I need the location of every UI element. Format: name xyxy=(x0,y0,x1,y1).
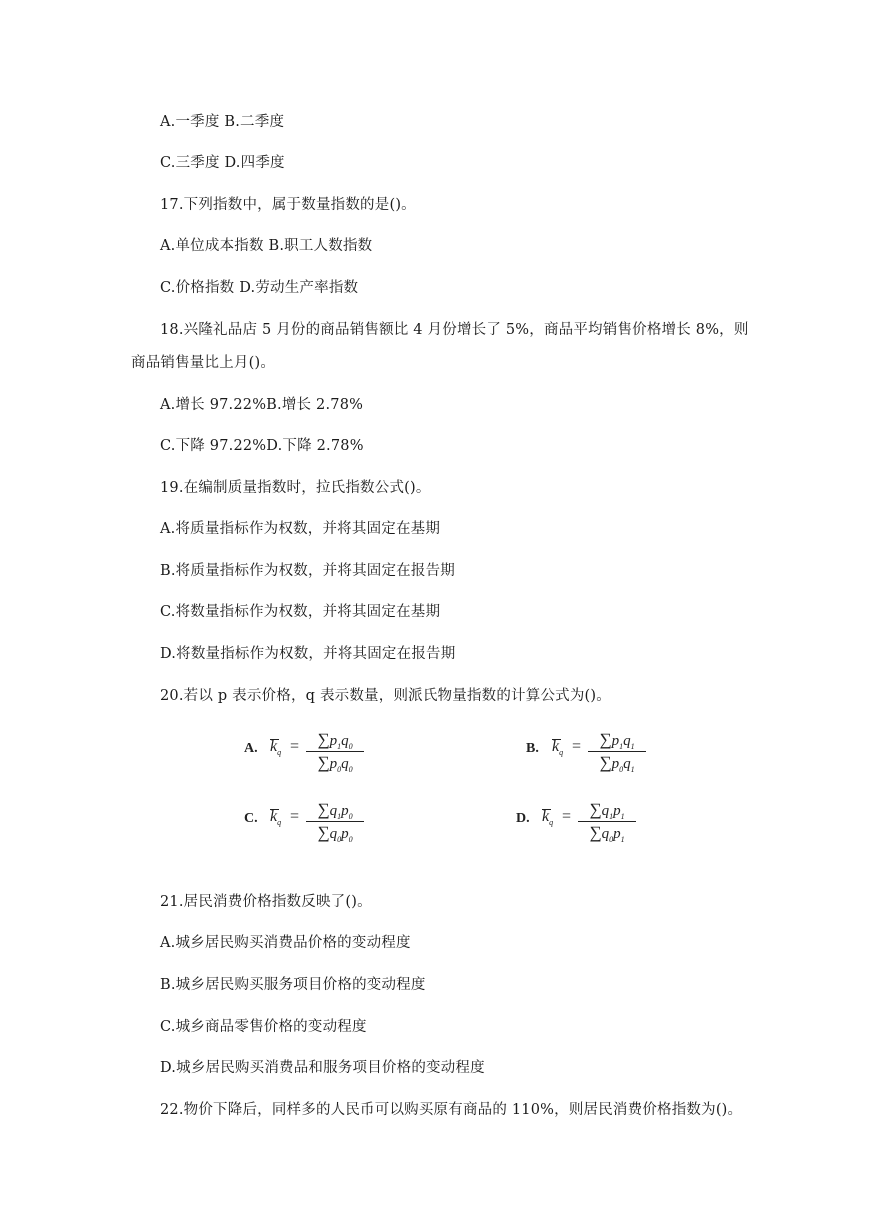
equals-sign: = xyxy=(290,808,300,825)
formula-label: D. xyxy=(516,811,530,826)
fraction: $\sum p_1q_1$ $\sum p_0q_1$ xyxy=(588,730,646,773)
option-line: A.单位成本指数 B.职工人数指数 xyxy=(160,238,373,254)
fraction: $\sum q_1p_0$ $\sum q_0p_0$ xyxy=(306,800,364,843)
fraction: $\sum q_1p_1$ $\sum q_0p_1$ xyxy=(578,800,636,843)
equals-sign: = xyxy=(562,808,572,825)
option-line: A.增长 97.22%B.增长 2.78% xyxy=(160,397,364,413)
equals-sign: = xyxy=(572,738,582,755)
formula-label: C. xyxy=(244,811,258,826)
option-line: C.将数量指标作为权数，并将其固定在基期 xyxy=(160,604,441,620)
question-19: 19.在编制质量指数时，拉氏指数公式()。 xyxy=(160,480,431,496)
formula-k: $k_q$ xyxy=(542,808,554,828)
option-line: A.城乡居民购买消费品价格的变动程度 xyxy=(160,935,411,951)
option-line: B.城乡居民购买服务项目价格的变动程度 xyxy=(160,977,426,993)
option-line: C.价格指数 D.劳动生产率指数 xyxy=(160,280,359,296)
option-line: A.将质量指标作为权数，并将其固定在基期 xyxy=(160,521,441,537)
question-18-continued: 商品销售量比上月()。 xyxy=(131,355,276,371)
formula-k: $k_q$ xyxy=(270,738,282,758)
option-line: A.一季度 B.二季度 xyxy=(160,114,285,130)
formula-label: A. xyxy=(244,741,258,756)
question-22: 22.物价下降后，同样多的人民币可以购买原有商品的 110%，则居民消费价格指数为()。 xyxy=(160,1102,743,1118)
formula-k: $k_q$ xyxy=(270,808,282,828)
fraction: $\sum p_1q_0$ $\sum p_0q_0$ xyxy=(306,730,364,773)
option-line: D.城乡居民购买消费品和服务项目价格的变动程度 xyxy=(160,1060,485,1076)
option-line: D.将数量指标作为权数，并将其固定在报告期 xyxy=(160,646,456,662)
question-18: 18.兴隆礼品店 5 月份的商品销售额比 4 月份增长了 5%，商品平均销售价格增长 8%，则 xyxy=(160,322,749,338)
equals-sign: = xyxy=(290,738,300,755)
option-line: C.三季度 D.四季度 xyxy=(160,155,285,171)
option-line: B.将质量指标作为权数，并将其固定在报告期 xyxy=(160,563,455,579)
formula-label: B. xyxy=(526,741,539,756)
question-20: 20.若以 p 表示价格，q 表示数量，则派氏物量指数的计算公式为()。 xyxy=(160,688,611,704)
option-line: C.城乡商品零售价格的变动程度 xyxy=(160,1019,367,1035)
question-21: 21.居民消费价格指数反映了()。 xyxy=(160,894,372,910)
question-17: 17.下列指数中，属于数量指数的是()。 xyxy=(160,197,416,213)
option-line: C.下降 97.22%D.下降 2.78% xyxy=(160,438,364,454)
formula-k: $k_q$ xyxy=(552,738,564,758)
